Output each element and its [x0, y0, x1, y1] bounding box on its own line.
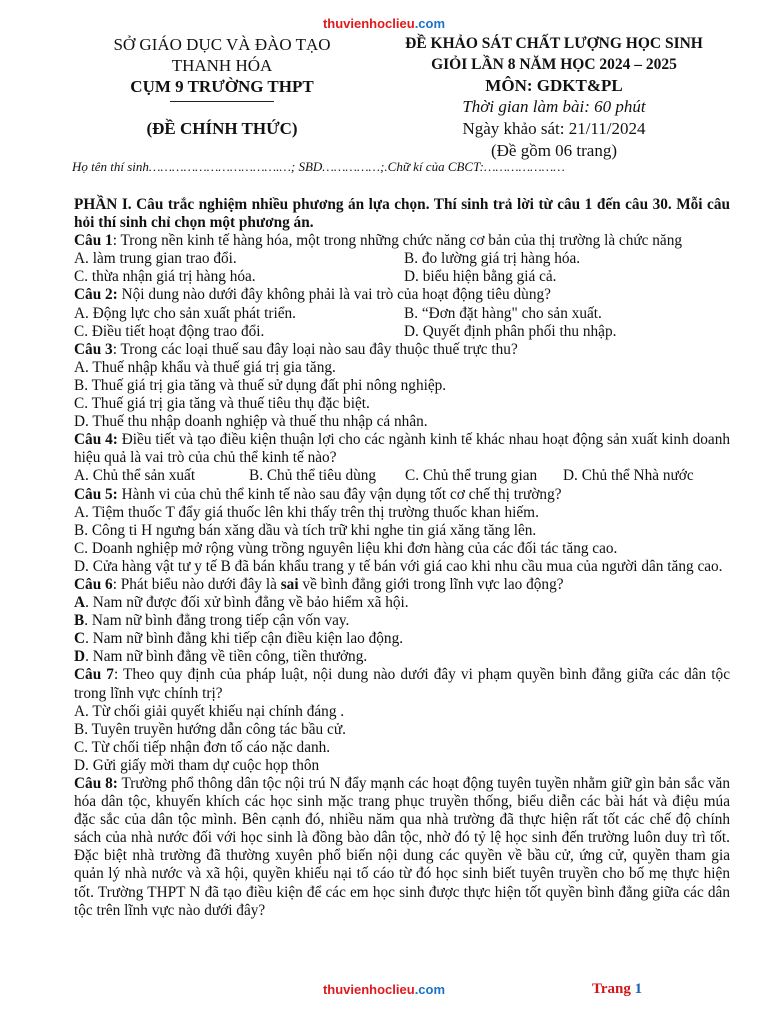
site-watermark-bottom — [0, 982, 768, 997]
option-key: B — [74, 612, 85, 630]
question-text: Nội dung nào dưới đây không phải là vai trò của hoạt động tiêu dùng? — [117, 286, 551, 304]
exam-header — [72, 34, 736, 160]
question-3 — [74, 341, 730, 431]
option-a: A. làm trung gian trao đổi. — [74, 250, 237, 268]
option-c: C. Điều tiết hoạt động trao đổi. — [74, 322, 265, 340]
option-a — [74, 594, 730, 612]
option-d: D. Gửi giấy mời tham dự cuộc họp thôn — [74, 756, 320, 774]
page-label: Trang — [592, 981, 635, 997]
site-name: thuvienhoclieu — [322, 982, 415, 997]
question-label: Câu 5: — [74, 485, 118, 503]
exam-title-line1: ĐỀ KHẢO SÁT CHẤT LƯỢNG HỌC SINH — [405, 35, 703, 52]
question-text-pre: : Phát biểu nào dưới đây là — [112, 575, 281, 593]
option-a: A. Từ chối giải quyết khiếu nại chính đáng . — [74, 702, 345, 720]
site-name: thuvienhoclieu — [322, 16, 415, 31]
option-b: B. Thuế giá trị gia tăng và thuế sử dụng đất phi nông nghiệp. — [74, 376, 447, 394]
option-text: . Nam nữ bình đẳng trong tiếp cận vốn vay. — [84, 612, 350, 630]
question-label: Câu 1 — [74, 232, 113, 250]
question-label: Câu 7 — [74, 666, 114, 684]
option-d: D. biểu hiện bằng giá cả. — [404, 268, 557, 286]
question-text-post: về bình đẳng giới trong lĩnh vực lao động? — [298, 575, 564, 593]
site-tld: .com — [414, 982, 446, 997]
option-a: A. Thuế nhập khẩu và thuế giá trị gia tăng. — [74, 358, 336, 376]
option-d: D. Thuế thu nhập doanh nghiệp và thuế thu nhập cá nhân. — [74, 413, 428, 431]
header-divider — [170, 101, 274, 102]
official-label: (ĐỀ CHÍNH THỨC) — [146, 119, 298, 138]
question-2 — [74, 286, 730, 340]
option-b: B. “Đơn đặt hàng" cho sản xuất. — [404, 304, 602, 322]
question-label: Câu 6 — [74, 575, 113, 593]
option-d: D. Cửa hàng vật tư y tế B đã bán khẩu trang y tế bán với giá cao khi nhu cầu mua của người dân tăng cao. — [74, 557, 723, 575]
option-a: A. Chủ thể sản xuất — [74, 467, 196, 485]
question-text: : Theo quy định của pháp luật, nội dung nào dưới đây vi phạm quyền bình đẳng giữa các dân tộc trong lĩnh vực chính trị? — [74, 666, 730, 702]
option-d: D. Chủ thể Nhà nước — [563, 467, 694, 485]
candidate-info-line: Họ tên thí sinh…………………………….…; SBD……………;.Chữ kí của CBCT:………………… — [72, 159, 565, 174]
question-text-emphasis: sai — [280, 575, 299, 593]
question-label: Câu 2: — [74, 286, 118, 304]
exam-page-count: (Đề gồm 06 trang) — [490, 141, 618, 160]
question-label: Câu 8: — [74, 775, 118, 792]
question-5 — [74, 486, 730, 576]
option-a: A. Tiệm thuốc T đẩy giá thuốc lên khi thấy trên thị trường thuốc khan hiếm. — [74, 503, 539, 521]
school-cluster: CỤM 9 TRƯỜNG THPT — [130, 77, 314, 96]
question-text: Hành vi của chủ thể kinh tế nào sau đây vận dụng tốt cơ chế thị trường? — [117, 485, 562, 503]
option-key: D — [74, 648, 86, 666]
question-8 — [74, 775, 730, 920]
option-key: A — [74, 594, 86, 612]
part-heading: PHẦN I. Câu trắc nghiệm nhiều phương án lựa chọn. Thí sinh trả lời từ câu 1 đến câu 30. Mỗi câu hỏi thí sinh chỉ chọn một phương án. — [74, 196, 730, 232]
question-6 — [74, 576, 730, 666]
option-b: B. Tuyên truyền hướng dẫn công tác bầu cử. — [74, 720, 346, 738]
question-7 — [74, 666, 730, 775]
option-b: B. đo lường giá trị hàng hóa. — [404, 250, 581, 268]
option-c: C. Từ chối tiếp nhận đơn tố cáo nặc danh. — [74, 738, 331, 756]
question-label: Câu 3 — [74, 340, 113, 358]
site-watermark-top — [0, 16, 768, 31]
option-d: D. Quyết định phân phối thu nhập. — [404, 322, 617, 340]
option-c: C. Chủ thể trung gian — [405, 467, 538, 485]
option-text: . Nam nữ được đối xử bình đẳng về bảo hiểm xã hội. — [85, 594, 409, 612]
exam-subject: MÔN: GDKT&PL — [485, 76, 623, 95]
option-c — [74, 630, 730, 648]
exam-date: Ngày khảo sát: 21/11/2024 — [462, 119, 646, 138]
header-right — [372, 34, 736, 162]
question-text: Trường phổ thông dân tộc nội trú N đẩy mạnh các hoạt động tuyên tuyền nhằm giữ gìn bản sắc văn hóa dân tộc, khuyến khích các học sinh mặc trang phục truyền thống, biểu diễn các bài hát và điệu múa đặc sắc của dân tộc mình. Bên cạnh đó, nhiều năm qua nhà trường đã thực hiện rất tốt các chế độ chính sách của nhà nước đối với học sinh là đồng bào dân tộc, nhờ đó tỷ lệ học sinh đến trường luôn duy trì tốt. Đặc biệt nhà trường đã thường xuyên phổ biến nội dung các quyền về bầu cử, ứng cử, quyền tham gia quản lý nhà nước và xã hội, quyền khiếu nại tố cáo từ đó học sinh biết tuyên truyền cho bố mẹ thực hiện tốt. Trường THPT N đã tạo điều kiện để các em học sinh được thực hiện tốt quyền bình đẳng giữa các dân tộc trên lĩnh vực nào dưới đây? — [74, 775, 730, 919]
question-1 — [74, 232, 730, 286]
option-d — [74, 648, 730, 666]
department-name: SỞ GIÁO DỤC VÀ ĐÀO TẠO — [113, 35, 331, 54]
option-a: A. Động lực cho sản xuất phát triển. — [74, 304, 296, 322]
question-text: Điều tiết và tạo điều kiện thuận lợi cho các ngành kinh tế khác nhau hoạt động sản xuất kinh doanh hiệu quả là vai trò của chủ thể kinh tế nào? — [74, 431, 731, 467]
option-text: . Nam nữ bình đẳng về tiền công, tiền thưởng. — [85, 648, 368, 666]
page-number-value: 1 — [634, 981, 643, 997]
option-b: B. Chủ thể tiêu dùng — [249, 467, 377, 485]
exam-title-line2: GIỎI LẦN 8 NĂM HỌC 2024 – 2025 — [431, 55, 677, 73]
question-text: : Trong nền kinh tế hàng hóa, một trong những chức năng cơ bản của thị trường là chức năng — [112, 232, 683, 250]
province-name: THANH HÓA — [171, 56, 273, 75]
question-text: : Trong các loại thuế sau đây loại nào sau đây thuộc thuế trực thu? — [112, 340, 518, 358]
option-c: C. Doanh nghiệp mở rộng vùng trồng nguyên liệu khi đơn hàng của các đối tác tăng cao. — [74, 539, 618, 557]
option-c: C. Thuế giá trị gia tăng và thuế tiêu thụ đặc biệt. — [74, 395, 370, 413]
question-label: Câu 4: — [74, 431, 118, 449]
site-tld: .com — [414, 16, 446, 31]
option-key: C — [74, 630, 86, 648]
option-text: . Nam nữ bình đẳng khi tiếp cận điều kiện lao động. — [85, 630, 404, 648]
header-left — [72, 34, 372, 139]
page-number — [592, 981, 642, 998]
question-4 — [74, 431, 730, 485]
exam-time: Thời gian làm bài: 60 phút — [462, 97, 646, 116]
option-b — [74, 612, 730, 630]
exam-content — [74, 196, 730, 920]
option-c: C. thừa nhận giá trị hàng hóa. — [74, 268, 256, 286]
option-b: B. Công ti H ngưng bán xăng dầu và tích trữ khi nghe tin giá xăng tăng lên. — [74, 521, 537, 539]
